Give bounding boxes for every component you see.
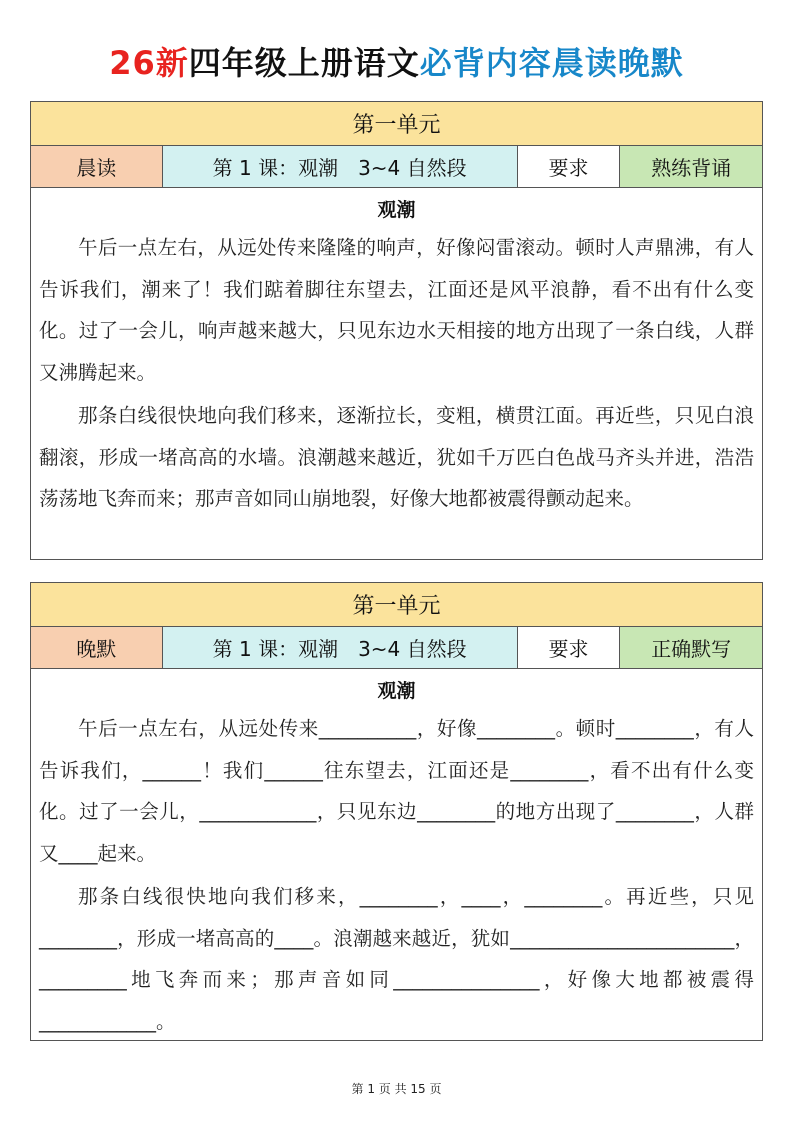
title-topic: 必背内容晨读晚默 [419,44,684,82]
fill-blank-paragraph-3: 午后一点左右，从远处传来__________，好像________。顿时________，有人告诉我们，______！我们______往东望去，江面还是________，看不出有什么变化。过了一会儿，____________，只见东边________的地方出现了________，人群又____起来。 [39,717,754,865]
info-row [31,146,762,188]
requirement-value: 熟练背诵 [620,146,762,187]
evening-dictation-card [30,582,763,1041]
lesson-label: 第 1 课：观潮 3~4 自然段 [163,627,518,668]
session-type: 晨读 [31,146,163,187]
text-title: 观潮 [377,199,416,221]
text-title: 观潮 [377,680,416,702]
title-year: 26新 [109,44,189,82]
requirement-label: 要求 [518,146,621,187]
requirement-label: 要求 [518,627,621,668]
session-type: 晚默 [31,627,163,668]
info-row [31,627,762,669]
page-title [0,38,793,84]
paragraph-3: 午后一点左右，从远处传来隆隆的响声，好像闷雷滚动。顿时人声鼎沸，有人告诉我们，潮来了！我们踮着脚往东望去，江面还是风平浪静，看不出有什么变化。过了一会儿，响声越来越大，只见东边水天相接的地方出现了一条白线，人群又沸腾起来。 [39,236,754,384]
fill-blank-paragraph-4: 那条白线很快地向我们移来，________，____，________。再近些，只见________，形成一堵高高的____。浪潮越来越近，犹如_______________________，_________地飞奔而来；那声音如同_______________，好像大地都被震得____________。 [39,885,754,1033]
unit-header: 第一单元 [31,102,762,146]
page-number: 第 1 页 共 15 页 [351,1082,442,1096]
requirement-value: 正确默写 [620,627,762,668]
lesson-label: 第 1 课：观潮 3~4 自然段 [163,146,518,187]
paragraph-4: 那条白线很快地向我们移来，逐渐拉长，变粗，横贯江面。再近些，只见白浪翻滚，形成一堵高高的水墙。浪潮越来越近，犹如千万匹白色战马齐头并进，浩浩荡荡地飞奔而来；那声音如同山崩地裂，好像大地都被震得颤动起来。 [39,404,754,510]
morning-reading-card [30,101,763,560]
title-grade: 四年级上册语文 [188,44,420,82]
unit-header: 第一单元 [31,583,762,627]
